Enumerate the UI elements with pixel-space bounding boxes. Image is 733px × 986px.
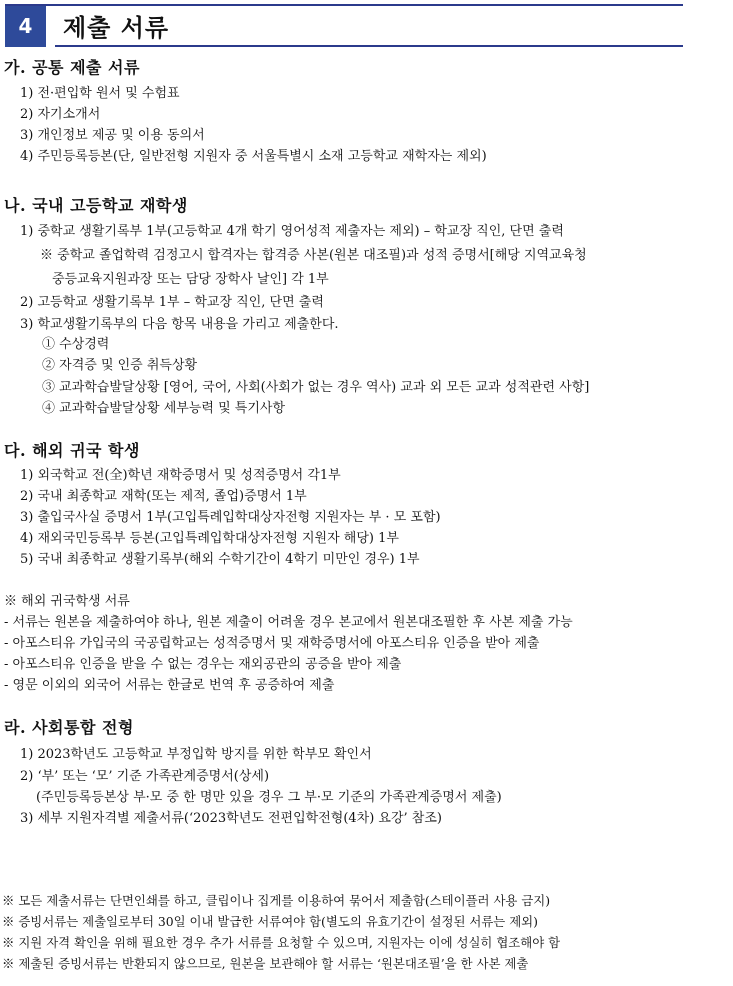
list-item: (주민등록등본상 부·모 중 한 명만 있을 경우 그 부·모 기준의 가족관계증명서 제출): [36, 790, 502, 805]
note-item: - 아포스티유 가입국의 국공립학교는 성적증명서 및 재학증명서에 아포스티유 인증을 받아 제출: [4, 636, 540, 651]
section-title-social-integration: 라. 사회통합 전형: [4, 718, 134, 737]
list-item: 1) 외국학교 전(全)학년 재학증명서 및 성적증명서 각1부: [20, 468, 341, 483]
note-heading: ※ 해외 귀국학생 서류: [4, 594, 130, 609]
note-item: - 영문 이외의 외국어 서류는 한글로 번역 후 공증하여 제출: [4, 678, 335, 693]
list-item: 4) 주민등록등본(단, 일반전형 지원자 중 서울특별시 소재 고등학교 재학자는 제외): [20, 149, 487, 164]
list-item: ④ 교과학습발달상황 세부능력 및 특기사항: [42, 401, 286, 416]
list-item: 3) 출입국사실 증명서 1부(고입특례입학대상자전형 지원자는 부 · 모 포함): [20, 510, 441, 525]
list-item: ② 자격증 및 인증 취득상황: [42, 358, 198, 373]
section-number-badge: 4: [5, 6, 46, 47]
list-item: 4) 재외국민등록부 등본(고입특례입학대상자전형 지원자 해당) 1부: [20, 531, 399, 546]
section-title-overseas: 다. 해외 귀국 학생: [4, 441, 140, 460]
header-bottom-rule: [55, 45, 683, 47]
list-item: 2) ‘부’ 또는 ‘모’ 기준 가족관계증명서(상세): [20, 769, 270, 784]
section-header: [5, 4, 683, 44]
footnote: ※ 모든 제출서류는 단면인쇄를 하고, 클립이나 집게를 이용하여 묶어서 제출함(스테이플러 사용 금지): [2, 893, 551, 908]
list-item: 2) 고등학교 생활기록부 1부 – 학교장 직인, 단면 출력: [20, 295, 324, 310]
note-item: - 아포스티유 인증을 받을 수 없는 경우는 재외공관의 공증을 받아 제출: [4, 657, 402, 672]
list-item: 2) 자기소개서: [20, 107, 101, 122]
footnote: ※ 지원 자격 확인을 위해 필요한 경우 추가 서류를 요청할 수 있으며, 지원자는 이에 성실히 협조해야 함: [2, 935, 561, 950]
list-item: 3) 세부 지원자격별 제출서류(‘2023학년도 전편입학전형(4차) 요강’ 참조): [20, 811, 442, 826]
list-item: 2) 국내 최종학교 재학(또는 제적, 졸업)증명서 1부: [20, 489, 307, 504]
footnote: ※ 제출된 증빙서류는 반환되지 않으므로, 원본을 보관해야 할 서류는 ‘원본대조필’을 한 사본 제출: [2, 956, 529, 971]
list-item: ※ 중학교 졸업학력 검정고시 합격자는 합격증 사본(원본 대조필)과 성적 증명서[해당 지역교육청: [40, 248, 587, 263]
page-title: 제출 서류: [63, 14, 170, 42]
list-item: 1) 전·편입학 원서 및 수험표: [20, 86, 180, 101]
list-item: ③ 교과학습발달상황 [영어, 국어, 사회(사회가 없는 경우 역사) 교과 외 모든 교과 성적관련 사항]: [42, 380, 590, 395]
list-item: 3) 학교생활기록부의 다음 항목 내용을 가리고 제출한다.: [20, 317, 339, 332]
note-item: - 서류는 원본을 제출하여야 하나, 원본 제출이 어려울 경우 본교에서 원본대조필한 후 사본 제출 가능: [4, 615, 573, 630]
list-item: 1) 중학교 생활기록부 1부(고등학교 4개 학기 영어성적 제출자는 제외) – 학교장 직인, 단면 출력: [20, 224, 564, 239]
header-top-rule: [5, 4, 683, 6]
section-title-common: 가. 공통 제출 서류: [4, 58, 140, 77]
list-item: 1) 2023학년도 고등학교 부정입학 방지를 위한 학부모 확인서: [20, 747, 372, 762]
list-item: 5) 국내 최종학교 생활기록부(해외 수학기간이 4학기 미만인 경우) 1부: [20, 552, 420, 567]
list-item: 중등교육지원과장 또는 담당 장학사 날인] 각 1부: [52, 272, 329, 287]
section-title-domestic: 나. 국내 고등학교 재학생: [4, 196, 188, 215]
list-item: ① 수상경력: [42, 337, 110, 352]
list-item: 3) 개인정보 제공 및 이용 동의서: [20, 128, 205, 143]
footnote: ※ 증빙서류는 제출일로부터 30일 이내 발급한 서류여야 함(별도의 유효기간이 설정된 서류는 제외): [2, 914, 538, 929]
